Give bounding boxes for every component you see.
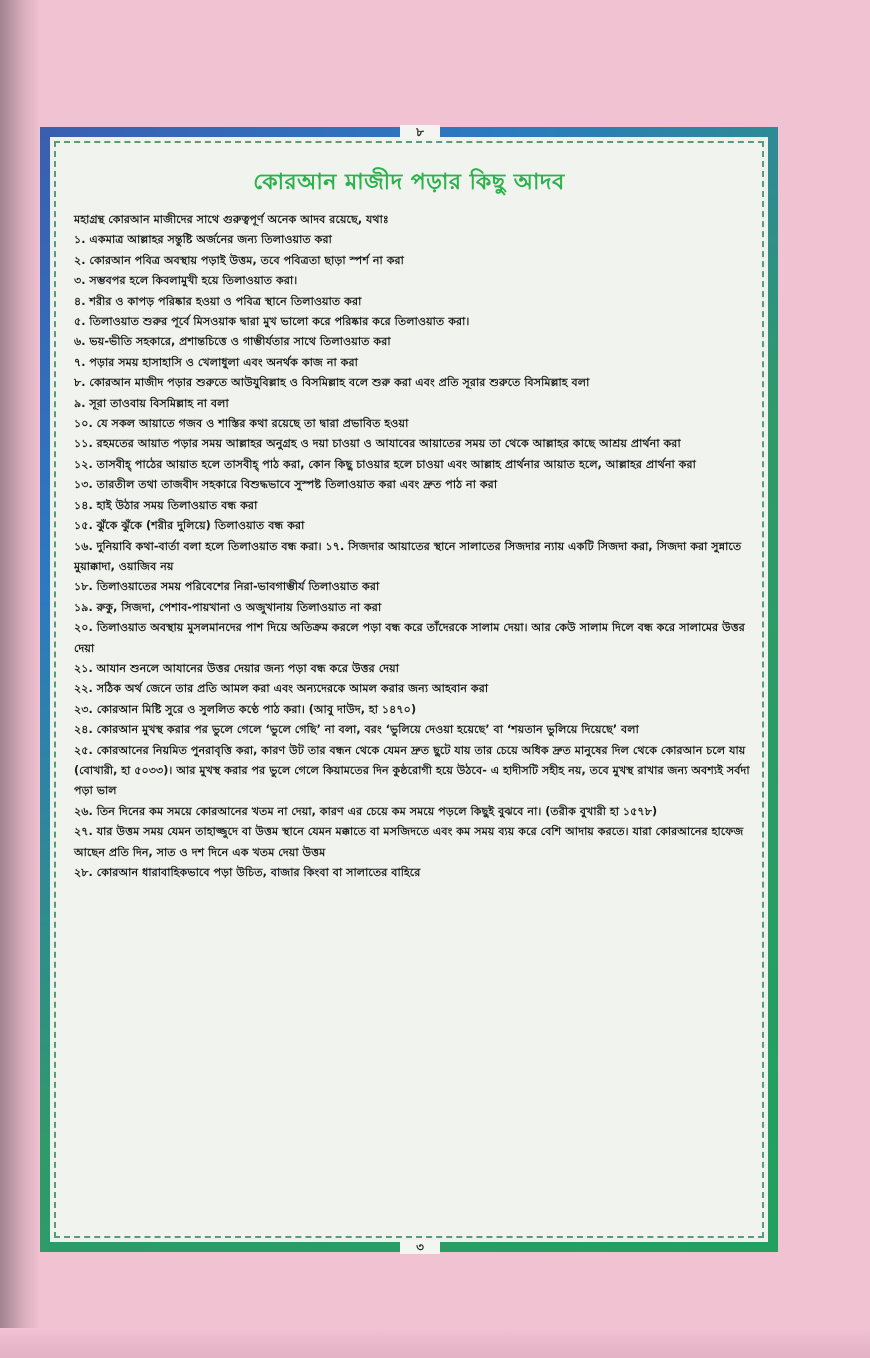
list-item: ১৩. তারতীল তথা তাজবীদ সহকারে বিশুদ্ধভাবে সুস্পষ্ট তিলাওয়াত করা এবং দ্রুত পাঠ না করা [74,478,498,492]
list-item: ২১. আযান শুনলে আযানের উত্তর দেয়ার জন্য পড়া বন্ধ করে উত্তর দেয়া [74,661,399,675]
page-body [54,141,764,1238]
list-item: ১২. তাসবীহ্ পাঠের আয়াত হলে তাসবীহ্ পাঠ করা, কোন কিছু চাওয়ার হলে চাওয়া এবং আল্লাহ প্রার্থনার আয়াত হলে, আল্লাহর প্রার্থনা করা [74,457,696,471]
bottom-page-number: ৩ [400,1240,440,1254]
list-item: ৯. সূরা তাওবায় বিসমিল্লাহ না বলা [74,396,229,410]
list-item: ১. একমাত্র আল্লাহর সন্তুষ্টি অর্জনের জন্য তিলাওয়াত করা [74,233,332,247]
list-item: ৬. ভয়-ভীতি সহকারে, প্রশান্তচিত্তে ও গাম্ভীর্যতার সাথে তিলাওয়াত করা [74,335,391,349]
list-item: ২৭. যার উত্তম সময় যেমন তাহাজ্জুদে বা উত্তম স্থানে যেমন মক্কাতে বা মসজিদতে এবং কম সময় ব্যয় করে বেশি আদায় করতে। যারা কোরআনের হাফেজ আছেন প্রতি দিন, সাত ও দশ দিনে এক খতম দেয়া উত্তম [74,825,744,859]
list-item: ৩. সম্ভবপর হলে কিবলামুখী হয়ে তিলাওয়াত করা। [74,274,298,288]
list-item: ১৯. রুকু, সিজদা, পেশাব-পায়খানা ও অজুখানায় তিলাওয়াত না করা [74,600,382,614]
book-gutter-shadow [0,0,40,1358]
list-item: ৫. তিলাওয়াত শুরুর পূর্বে মিসওয়াক দ্বারা মুখ ভালো করে পরিষ্কার করে তিলাওয়াত করা। [74,315,470,329]
items-container [74,230,750,883]
list-item: ১১. রহমতের আয়াত পড়ার সময় আল্লাহর অনুগ্রহ ও দয়া চাওয়া ও আযাবের আয়াতের সময় তা থেকে আল্লাহর কাছে আশ্রয় প্রার্থনা করা [74,437,681,451]
list-item: ১৫. ঝুঁকে ঝুঁকে (শরীর দুলিয়ে) তিলাওয়াত বন্ধ করা [74,519,305,533]
list-item: ২৪. কোরআন মুখস্থ করার পর ভুলে গেলে ‘ভুলে গেছি’ না বলা, বরং ‘ভুলিয়ে দেওয়া হয়েছে’ বা ‘শয়তান ভুলিয়ে দিয়েছে’ বলা [74,723,639,737]
list-item: ১৪. হাই উঠার সময় তিলাওয়াত বন্ধ করা [74,498,258,512]
etiquette-list [56,210,762,883]
list-item: ১৮. তিলাওয়াতের সময় পরিবেশের নিরা-ভাবগাম্ভীর্য তিলাওয়াত করা [74,580,380,594]
list-item: ৮. কোরআন মাজীদ পড়ার শুরুতে আউযুবিল্লাহ ও বিসমিল্লাহ বলে শুরু করা এবং প্রতি সূরার শুরুতে বিসমিল্লাহ বলা [74,376,590,390]
list-item: ১০. যে সকল আয়াতে গজব ও শাস্তির কথা রয়েছে তা দ্বারা প্রভাবিত হওয়া [74,417,409,431]
list-item: ১৬. দুনিয়াবি কথা-বার্তা বলা হলে তিলাওয়াত বন্ধ করা। ১৭. সিজদার আয়াতের স্থানে সালাতের সিজদার ন্যায় একটি সিজদা করা, সিজদা করা সুন্নাতে মুয়াক্কাদা, ওয়াজিব নয় [74,539,742,573]
list-item: ৪. শরীর ও কাপড় পরিষ্কার হওয়া ও পবিত্র স্থানে তিলাওয়াত করা [74,294,362,308]
list-item: ২৫. কোরআনের নিয়মিত পুনরাবৃত্তি করা, কারণ উট তার বন্ধন থেকে যেমন দ্রুত ছুটে যায় তার চেয়ে অধিক দ্রুত মানুষের দিল থেকে কোরআন চলে যায় (বোখারী, হা ৫০৩৩)। আর মুখস্থ করার পর ভুলে গেলে কিয়ামতের দিন কুষ্ঠরোগী হয়ে উঠবে- এ হাদীসটি সহীহ নয়, তবে মুখস্থ রাখার জন্য অবশ্যই সর্বদা পড়া ভাল [74,743,750,798]
list-item: ২৩. কোরআন মিষ্টি সুরে ও সুললিত কণ্ঠে পাঠ করা। (আবু দাউদ, হা ১৪৭০) [74,702,417,716]
decorative-page-frame [40,127,778,1252]
page-bottom-edge [0,1328,870,1358]
list-item: ২০. তিলাওয়াত অবস্থায় মুসলমানদের পাশ দিয়ে অতিক্রম করলে পড়া বন্ধ করে তাঁদেরকে সালাম দেয়া। আর কেউ সালাম দিলে বন্ধ করে সালামের উত্তর দেয়া [74,621,745,655]
list-item: ৭. পড়ার সময় হাসাহাসি ও খেলাধুলা এবং অনর্থক কাজ না করা [74,355,358,369]
intro-text: মহাগ্রন্থ কোরআন মাজীদের সাথে গুরুত্বপূর্ণ অনেক আদব রয়েছে, যথাঃ [74,213,389,226]
page-title: কোরআন মাজীদ পড়ার কিছু আদব [253,170,565,195]
list-item: ২৬. তিন দিনের কম সময়ে কোরআনের খতম না দেয়া, কারণ এর চেয়ে কম সময়ে পড়লে কিছুই বুঝবে না। (তরীক বুখারী হা ১৫৭৮) [74,804,658,818]
list-item: ২. কোরআন পবিত্র অবস্থায় পড়াই উত্তম, তবে পবিত্রতা ছাড়া স্পর্শ না করা [74,253,404,267]
list-item: ২৮. কোরআন ধারাবাহিকভাবে পড়া উচিত, বাজার কিংবা বা সালাতের বাহিরে [74,866,421,879]
list-item: ২২. সঠিক অর্থ জেনে তার প্রতি আমল করা এবং অন্যদেরকে আমল করার জন্য আহবান করা [74,682,489,696]
top-page-number: ৮ [400,125,440,139]
